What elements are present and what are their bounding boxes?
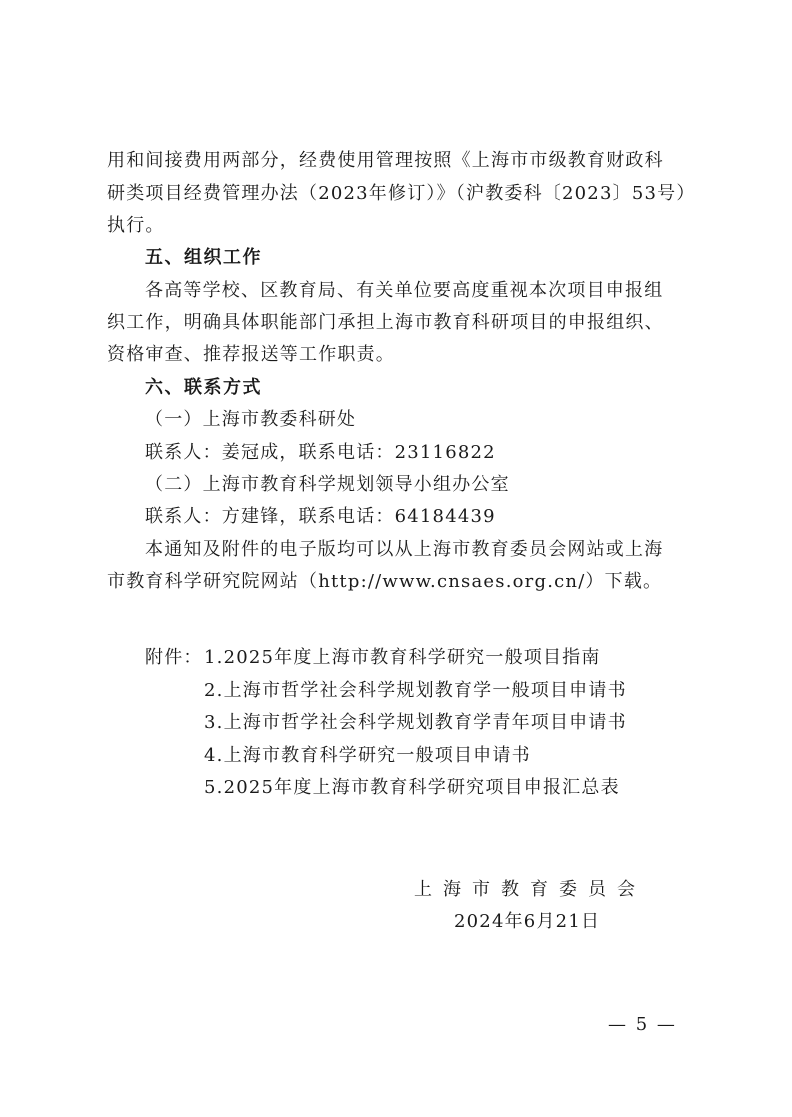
attachment-item-1: 1.2025年度上海市教育科学研究一般项目指南 (204, 647, 601, 668)
signature-organization: 上海市教育委员会 (414, 879, 646, 900)
attachment-item-5: 5.2025年度上海市教育科学研究项目申报汇总表 (204, 777, 620, 798)
section-heading-contact: 六、联系方式 (145, 377, 262, 398)
body-line-organization-1: 各高等学校、区教育局、有关单位要高度重视本次项目申报组 (145, 280, 664, 301)
page-number: — 5 — (608, 1014, 677, 1035)
attachments-label: 附件： (145, 647, 203, 668)
body-line-organization-3: 资格审查、推荐报送等工作职责。 (107, 344, 395, 365)
body-line-download-2: 市教育科学研究院网站（http://www.cnsaes.org.cn/）下载。 (107, 571, 663, 592)
body-line-funding-3: 执行。 (107, 215, 165, 236)
section-heading-organization: 五、组织工作 (145, 247, 262, 268)
attachment-item-4: 4.上海市教育科学研究一般项目申请书 (204, 745, 531, 766)
contact-person-2: 联系人：方建锋，联系电话：64184439 (145, 506, 496, 527)
attachment-item-2: 2.上海市哲学社会科学规划教育学一般项目申请书 (204, 680, 627, 701)
body-line-organization-2: 织工作，明确具体职能部门承担上海市教育科研项目的申报组织、 (107, 312, 664, 333)
contact-person-1: 联系人：姜冠成，联系电话：23116822 (145, 442, 496, 463)
signature-date: 2024年6月21日 (454, 911, 601, 932)
attachment-item-3: 3.上海市哲学社会科学规划教育学青年项目申请书 (204, 712, 627, 733)
body-line-download-1: 本通知及附件的电子版均可以从上海市教育委员会网站或上海 (145, 539, 664, 560)
contact-unit-2: （二）上海市教育科学规划领导小组办公室 (145, 474, 510, 495)
contact-unit-1: （一）上海市教委科研处 (145, 409, 357, 430)
body-line-funding-1: 用和间接费用两部分，经费使用管理按照《上海市市级教育财政科 (107, 150, 664, 171)
body-line-funding-2: 研类项目经费管理办法（2023年修订）》（沪教委科〔2023〕53号） (107, 183, 696, 204)
